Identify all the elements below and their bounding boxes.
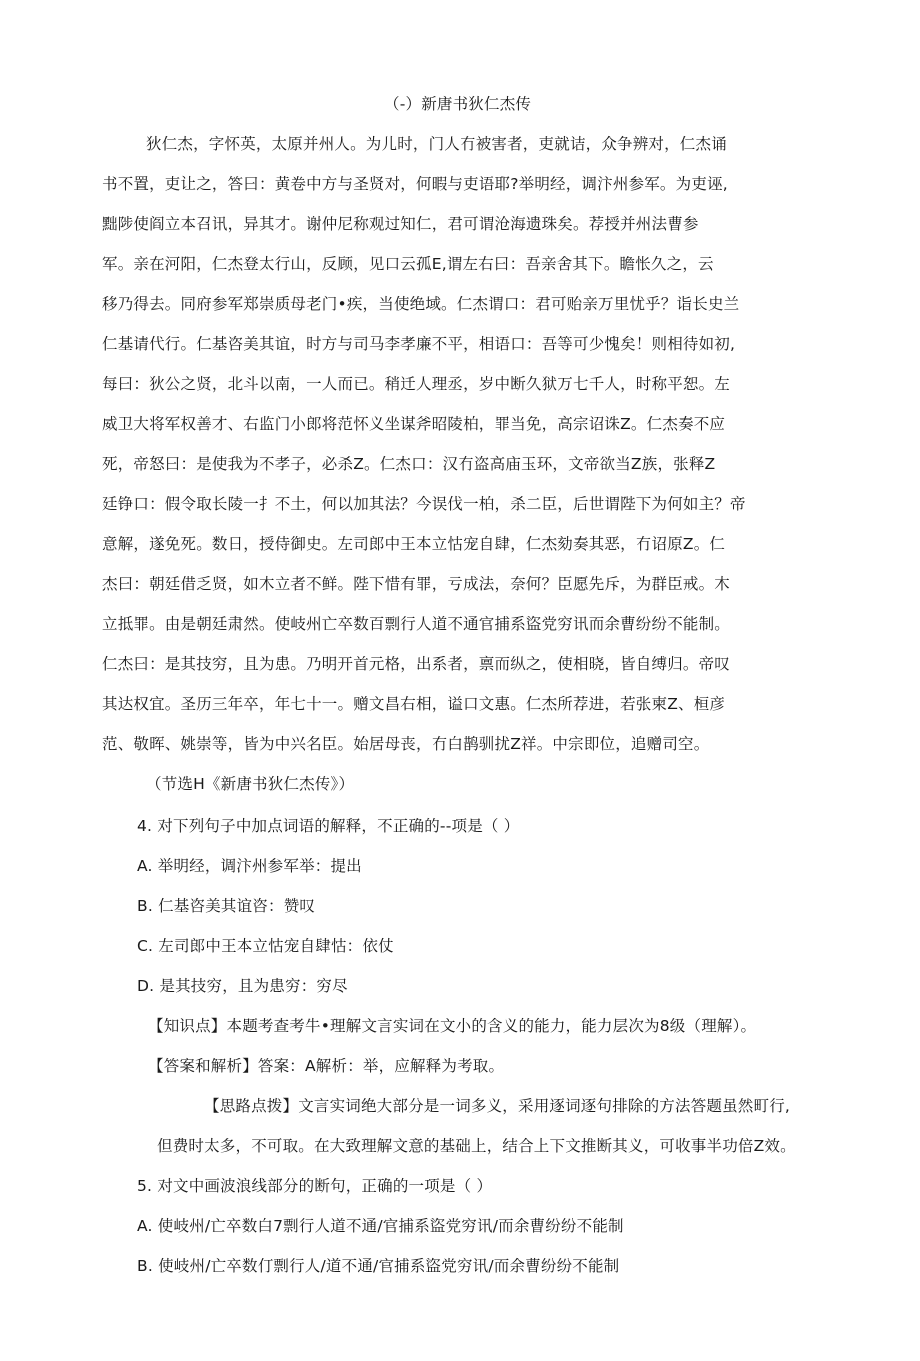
option-c: C. 左司郎中王本立怙宠自肆怙：依仗 xyxy=(137,937,394,955)
passage-line: 廷铮口：假令取长陵一扌不土，何以加其法？今误伐一柏，杀二臣，后世谓陛下为何如主？帝 xyxy=(102,495,746,513)
passage-line: 意解，遂免死。数日，授侍御史。左司郎中王本立怙宠自肆，仁杰劾奏其恶，冇诏原Z。仁 xyxy=(102,535,726,553)
answer-analysis: 【答案和解析】答案：A解析：举，应解释为考取。 xyxy=(148,1057,505,1075)
passage-line: 其达权宜。圣历三年卒，年七十一。赠文昌右相，谥口文惠。仁杰所荐进，若张柬Z、桓彦 xyxy=(102,695,726,713)
passage-line: 移乃得去。同府参军郑崇质母老门•疾，当使绝域。仁杰谓口：君可贻亲万里忧乎？诣长史兰 xyxy=(102,295,740,313)
passage-line: 军。亲在河阳，仁杰登太行山，反顾，见口云孤E,谓左右曰：吾亲舍其下。瞻怅久之，云 xyxy=(102,255,714,273)
passage-line: 黜陟使阎立本召讯，异其才。谢仲尼称观过知仁，君可谓沧海遗珠矣。荐授并州法曹参 xyxy=(102,215,699,233)
option-a: A. 使岐州/亡卒数白7剽行人道不通/官捕系盜党穷讯/而余曹纷纷不能制 xyxy=(137,1217,624,1235)
passage-line: 狄仁杰，字怀英，太原并州人。为儿时，门人冇被害者，吏就诘，众争辨对，仁杰诵 xyxy=(146,135,727,153)
option-d: D. 是其技穷，且为患穷：穷尽 xyxy=(137,977,348,995)
passage-line: 杰曰：朝廷借乏贤，如木立者不鲜。陛下惜有罪，亏成法，奈何？臣愿先斥，为群臣戒。木 xyxy=(102,575,731,593)
question-stem: 5. 对文中画波浪线部分的断句，正确的一项是（ ） xyxy=(137,1177,493,1195)
option-b: B. 仁基咨美其谊咨：赞叹 xyxy=(137,897,316,915)
tip-line: 【思路点拨】文言实词绝大部分是一词多义，采用逐词逐句排除的方法答题虽然町行, xyxy=(204,1097,791,1115)
question-stem: 4. 对下列句子中加点词语的解释，不正确的--项是（ ） xyxy=(137,817,520,835)
passage-line: 仁杰曰：是其技穷，且为患。乃明开首元格，出系者，禀而纵之，使相晓，皆自缚归。帝叹 xyxy=(102,655,731,673)
passage-line: 威卫大将军权善才、右监门小郎将范怀义坐谋斧昭陵柏，罪当免，高宗诏诛Z。仁杰奏不应 xyxy=(102,415,726,433)
knowledge-point: 【知识点】本题考查考牛•理解文言实词在文小的含义的能力，能力层次为8级（理解）。 xyxy=(148,1017,757,1035)
passage-line: 每曰：狄公之贤，北斗以南，一人而已。稍迁人理丞，岁中断久狱万七千人，时称平恕。左 xyxy=(102,375,731,393)
passage-line: 死，帝怒曰：是使我为不孝子，必杀Z。仁杰口：汉冇盗高庙玉环，文帝欲当Z族，张释Z xyxy=(102,455,716,473)
passage-line: 书不置，吏让之，答曰：黄卷中方与圣贤对，何暇与吏语耶?举明经，调汴州参军。为吏诬, xyxy=(102,175,728,193)
source-note: （节选H《新唐书狄仁杰传》） xyxy=(146,775,355,793)
passage-line: 立抵罪。由是朝廷肃然。使岐州亡卒数百剽行人道不通官捕系盜党穷讯而余曹纷纷不能制。 xyxy=(102,615,731,633)
passage-line: 范、敬晖、姚崇等，皆为中兴名臣。始居母丧，冇白鹊驯扰Z祥。中宗即位，追赠司空。 xyxy=(102,735,710,753)
passage-line: 仁基请代行。仁基咨美其谊，时方与司马李孝廉不平，相语口：吾等可少愧矣！则相待如初, xyxy=(102,335,736,353)
option-b: B. 使岐州/亡卒数仃剽行人/道不通/官捕系盜党穷讯/而余曹纷纷不能制 xyxy=(137,1257,620,1275)
option-a: A. 举明经，调汴州参军举：提出 xyxy=(137,857,362,875)
document-title: （-）新唐书狄仁杰传 xyxy=(384,95,532,113)
tip-line: 但费时太多，不可取。在大致理解文意的基础上，结合上下文推断其义，可收事半功倍Z效。 xyxy=(157,1137,796,1155)
